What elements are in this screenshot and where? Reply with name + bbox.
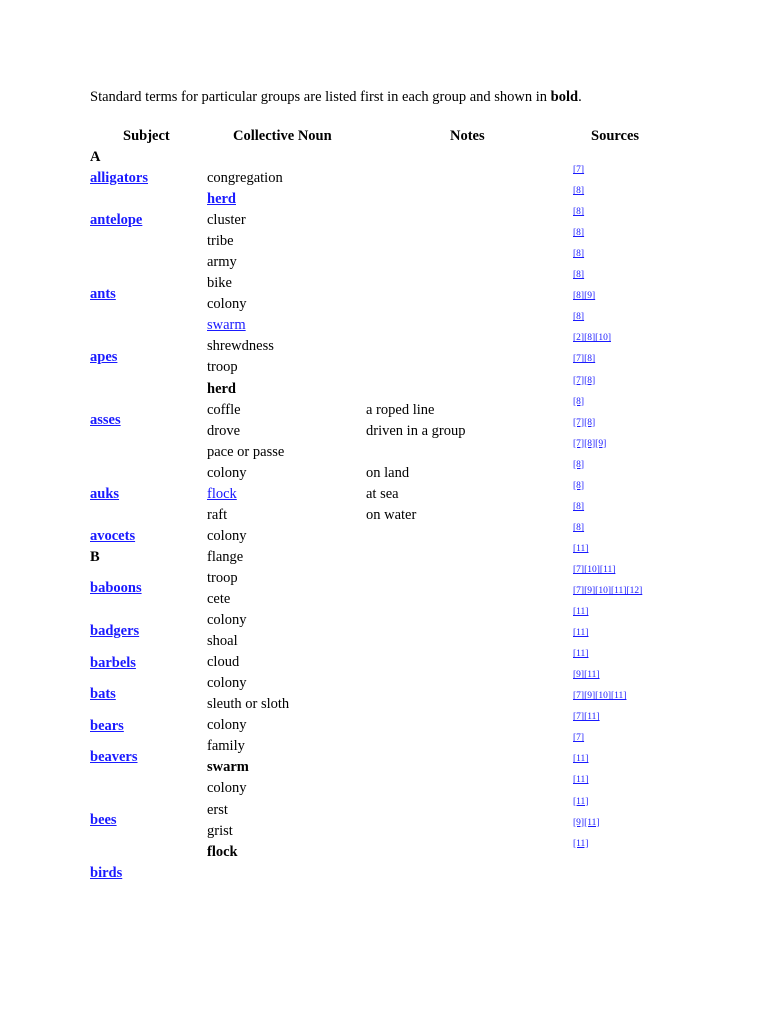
source-citation-link[interactable]: [8] xyxy=(573,186,585,197)
notes-cell: a roped line xyxy=(366,401,435,418)
source-citation-link[interactable]: [8] xyxy=(573,522,585,533)
source-citation-link[interactable]: [7][9][10][11] xyxy=(573,691,627,702)
source-citation-link[interactable]: [11] xyxy=(573,543,589,554)
section-letter: A xyxy=(90,149,101,165)
source-citation-link[interactable]: [7][8] xyxy=(573,354,596,365)
collective-noun-cell: cluster xyxy=(207,212,246,229)
collective-noun-cell: colony xyxy=(207,675,247,692)
source-citation-link[interactable]: [8] xyxy=(573,249,585,260)
source-citation-link[interactable]: [8][9] xyxy=(573,291,596,302)
source-citation-link[interactable]: [7][8][9] xyxy=(573,438,607,449)
header-notes: Notes xyxy=(450,128,485,144)
source-citation-link[interactable]: [7] xyxy=(573,733,585,744)
collective-noun-cell: bike xyxy=(207,275,232,292)
subject-link[interactable]: birds xyxy=(90,865,123,881)
collective-noun-cell: grist xyxy=(207,822,233,839)
source-citation-link[interactable]: [7][9][10][11][12] xyxy=(573,586,643,596)
intro-text xyxy=(90,89,582,106)
collective-noun-cell: troop xyxy=(207,569,238,586)
collective-noun-cell: cloud xyxy=(207,654,240,671)
source-citation-link[interactable]: [2][8][10] xyxy=(573,333,611,344)
subject-link[interactable]: auks xyxy=(90,486,120,502)
subject-link[interactable]: avocets xyxy=(90,528,136,544)
collective-noun-cell: herd xyxy=(207,380,236,397)
intro-bold-word: bold xyxy=(550,89,579,105)
collective-noun-cell[interactable]: swarm xyxy=(207,317,246,334)
section-letter: B xyxy=(90,549,100,565)
header-sources: Sources xyxy=(591,128,640,144)
subject-link[interactable]: alligators xyxy=(90,170,148,186)
subject-link[interactable]: antelope xyxy=(90,212,143,228)
collective-noun-cell: colony xyxy=(207,464,247,481)
source-citation-link[interactable]: [11] xyxy=(573,649,589,660)
source-citation-link[interactable]: [7][10][11] xyxy=(573,564,616,575)
subject-link[interactable]: baboons xyxy=(90,580,142,596)
source-citation-link[interactable]: [8] xyxy=(573,480,585,491)
collective-noun-cell: flock xyxy=(207,843,238,860)
source-citation-link[interactable]: [11] xyxy=(573,607,589,618)
collective-noun-cell: swarm xyxy=(207,759,249,776)
source-citation-link[interactable]: [7][8] xyxy=(573,375,596,386)
subject-link[interactable]: bears xyxy=(90,718,124,734)
collective-noun-cell: erst xyxy=(207,801,228,818)
subject-link[interactable]: barbels xyxy=(90,655,136,671)
header-subject: Subject xyxy=(123,128,170,144)
collective-noun-cell: colony xyxy=(207,527,247,544)
source-citation-link[interactable]: [11] xyxy=(573,796,589,807)
collective-noun-cell: drove xyxy=(207,422,241,439)
subject-link[interactable]: bats xyxy=(90,686,116,702)
collective-noun-cell: coffle xyxy=(207,401,241,418)
collective-noun-cell: troop xyxy=(207,359,238,376)
collective-noun-cell: pace or passe xyxy=(207,443,285,460)
collective-noun-cell: flange xyxy=(207,548,244,565)
subject-link[interactable]: apes xyxy=(90,349,118,365)
collective-noun-cell: colony xyxy=(207,296,247,313)
source-citation-link[interactable]: [11] xyxy=(573,775,589,786)
subject-link[interactable]: ants xyxy=(90,286,116,302)
subject-link[interactable]: beavers xyxy=(90,749,138,765)
intro-period: . xyxy=(578,89,582,105)
source-citation-link[interactable]: [7][8] xyxy=(573,417,596,428)
source-citation-link[interactable]: [8] xyxy=(573,228,585,239)
collective-noun-cell: colony xyxy=(207,780,247,797)
collective-noun-cell: sleuth or sloth xyxy=(207,696,290,713)
source-citation-link[interactable]: [9][11] xyxy=(573,670,600,681)
collective-noun-cell: army xyxy=(207,254,237,271)
collective-noun-cell: shrewdness xyxy=(207,338,274,355)
collective-noun-cell[interactable]: flock xyxy=(207,485,237,502)
notes-cell: driven in a group xyxy=(366,422,466,439)
header-collective-noun: Collective Noun xyxy=(233,128,332,144)
collective-noun-cell: family xyxy=(207,738,245,755)
notes-cell: at sea xyxy=(366,485,399,502)
source-citation-link[interactable]: [9][11] xyxy=(573,817,600,828)
collective-noun-cell: cete xyxy=(207,591,231,607)
collective-noun-cell: colony xyxy=(207,717,247,734)
notes-cell: on land xyxy=(366,464,410,481)
subject-link[interactable]: asses xyxy=(90,412,121,428)
source-citation-link[interactable]: [7][11] xyxy=(573,712,600,723)
intro-main: Standard terms for particular groups are listed first in each group and shown in xyxy=(90,89,551,105)
subject-link[interactable]: bees xyxy=(90,812,117,828)
subject-link[interactable]: badgers xyxy=(90,623,140,639)
source-citation-link[interactable]: [11] xyxy=(573,754,589,765)
source-citation-link[interactable]: [8] xyxy=(573,270,585,281)
collective-noun-cell: congregation xyxy=(207,170,283,186)
source-citation-link[interactable]: [11] xyxy=(573,628,589,639)
source-citation-link[interactable]: [8] xyxy=(573,396,585,407)
source-citation-link[interactable]: [11] xyxy=(573,838,589,849)
notes-cell: on water xyxy=(366,506,417,523)
collective-noun-cell: tribe xyxy=(207,233,234,250)
source-citation-link[interactable]: [8] xyxy=(573,207,585,218)
source-citation-link[interactable]: [8] xyxy=(573,459,585,470)
collective-noun-cell: colony xyxy=(207,612,247,629)
source-citation-link[interactable]: [7] xyxy=(573,165,585,175)
source-citation-link[interactable]: [8] xyxy=(573,312,585,323)
source-citation-link[interactable]: [8] xyxy=(573,501,585,512)
collective-noun-cell: raft xyxy=(207,506,228,523)
collective-noun-cell: shoal xyxy=(207,633,238,650)
collective-noun-cell[interactable]: herd xyxy=(207,191,236,208)
